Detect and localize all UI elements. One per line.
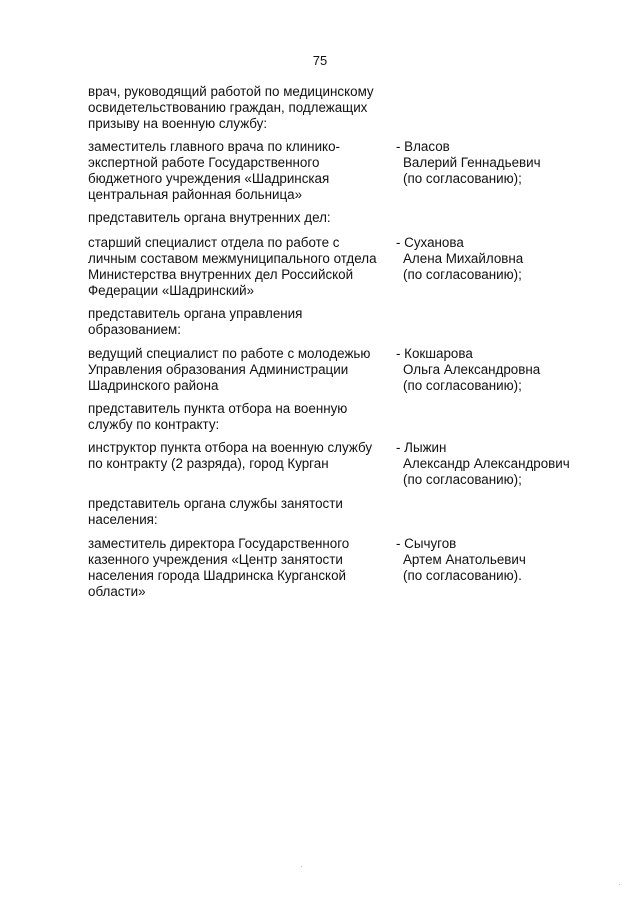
position-description [88, 139, 388, 203]
text-line: заместитель директора Государственного [88, 536, 350, 551]
text-line: освидетельствованию граждан, подлежащих [88, 100, 368, 115]
text-line: экспертной работе Государственного [88, 155, 320, 170]
position-description [88, 536, 388, 600]
text-line: Александр Александрович [403, 456, 570, 471]
person-name [396, 139, 596, 187]
person-name [396, 536, 596, 584]
text-line: области» [88, 584, 146, 599]
text-line: заместитель главного врача по клинико- [88, 139, 340, 154]
text-line: Министерства внутренних дел Российской [88, 267, 354, 282]
text-line: по контракту (2 разряда), город Курган [88, 456, 329, 471]
text-line: Федерации «Шадринский» [88, 283, 255, 298]
text-line: врач, руководящий работой по медицинскому [88, 84, 374, 99]
text-line: представитель органа службы занятости [88, 496, 343, 511]
text-line: службу по контракту: [88, 417, 220, 432]
text-line: Ольга Александровна [403, 362, 541, 377]
text-line: казенного учреждения «Центр занятости [88, 552, 343, 567]
section-heading [88, 401, 347, 433]
text-line: - Суханова [396, 235, 464, 250]
text-line: - Власов [396, 139, 450, 154]
page-number: 75 [312, 53, 328, 68]
text-line: (по согласованию); [403, 267, 522, 282]
text-line: (по согласованию); [403, 171, 522, 186]
text-line: - Сычугов [396, 536, 457, 551]
person-name [396, 235, 596, 283]
text-line: представитель органа внутренних дел: [88, 210, 331, 225]
position-description [88, 346, 388, 394]
section-heading [88, 210, 331, 226]
text-line: Алена Михайловна [403, 251, 524, 266]
text-line: центральная районная больница» [88, 187, 303, 202]
text-line: - Лыжин [396, 440, 447, 455]
intro-paragraph [88, 84, 374, 132]
position-description [88, 440, 388, 472]
person-name [396, 440, 596, 488]
text-line: (по согласованию). [403, 568, 522, 583]
text-line: ведущий специалист по работе с молодежью [88, 346, 371, 361]
position-description [88, 235, 388, 299]
text-line: бюджетного учреждения «Шадринская [88, 171, 330, 186]
scan-speck: · [300, 862, 303, 871]
text-line: Шадринского района [88, 378, 219, 393]
text-line: Валерий Геннадьевич [403, 155, 541, 170]
text-line: (по согласованию); [403, 378, 522, 393]
scan-speck: · [618, 880, 621, 889]
text-line: населения города Шадринска Курганской [88, 568, 346, 583]
text-line: Управления образования Администрации [88, 362, 349, 377]
text-line: образованием: [88, 322, 181, 337]
text-line: призыву на военную службу: [88, 116, 268, 131]
person-name [396, 346, 596, 394]
section-heading [88, 496, 343, 528]
text-line: Артем Анатольевич [403, 552, 526, 567]
text-line: представитель пункта отбора на военную [88, 401, 348, 416]
text-line: - Кокшарова [396, 346, 473, 361]
section-heading [88, 306, 302, 338]
text-line: населения: [88, 512, 158, 527]
text-line: (по согласованию); [403, 472, 522, 487]
text-line: личным составом межмуниципального отдела [88, 251, 377, 266]
text-line: старший специалист отдела по работе с [88, 235, 340, 250]
text-line: инструктор пункта отбора на военную службу [88, 440, 373, 455]
text-line: представитель органа управления [88, 306, 303, 321]
